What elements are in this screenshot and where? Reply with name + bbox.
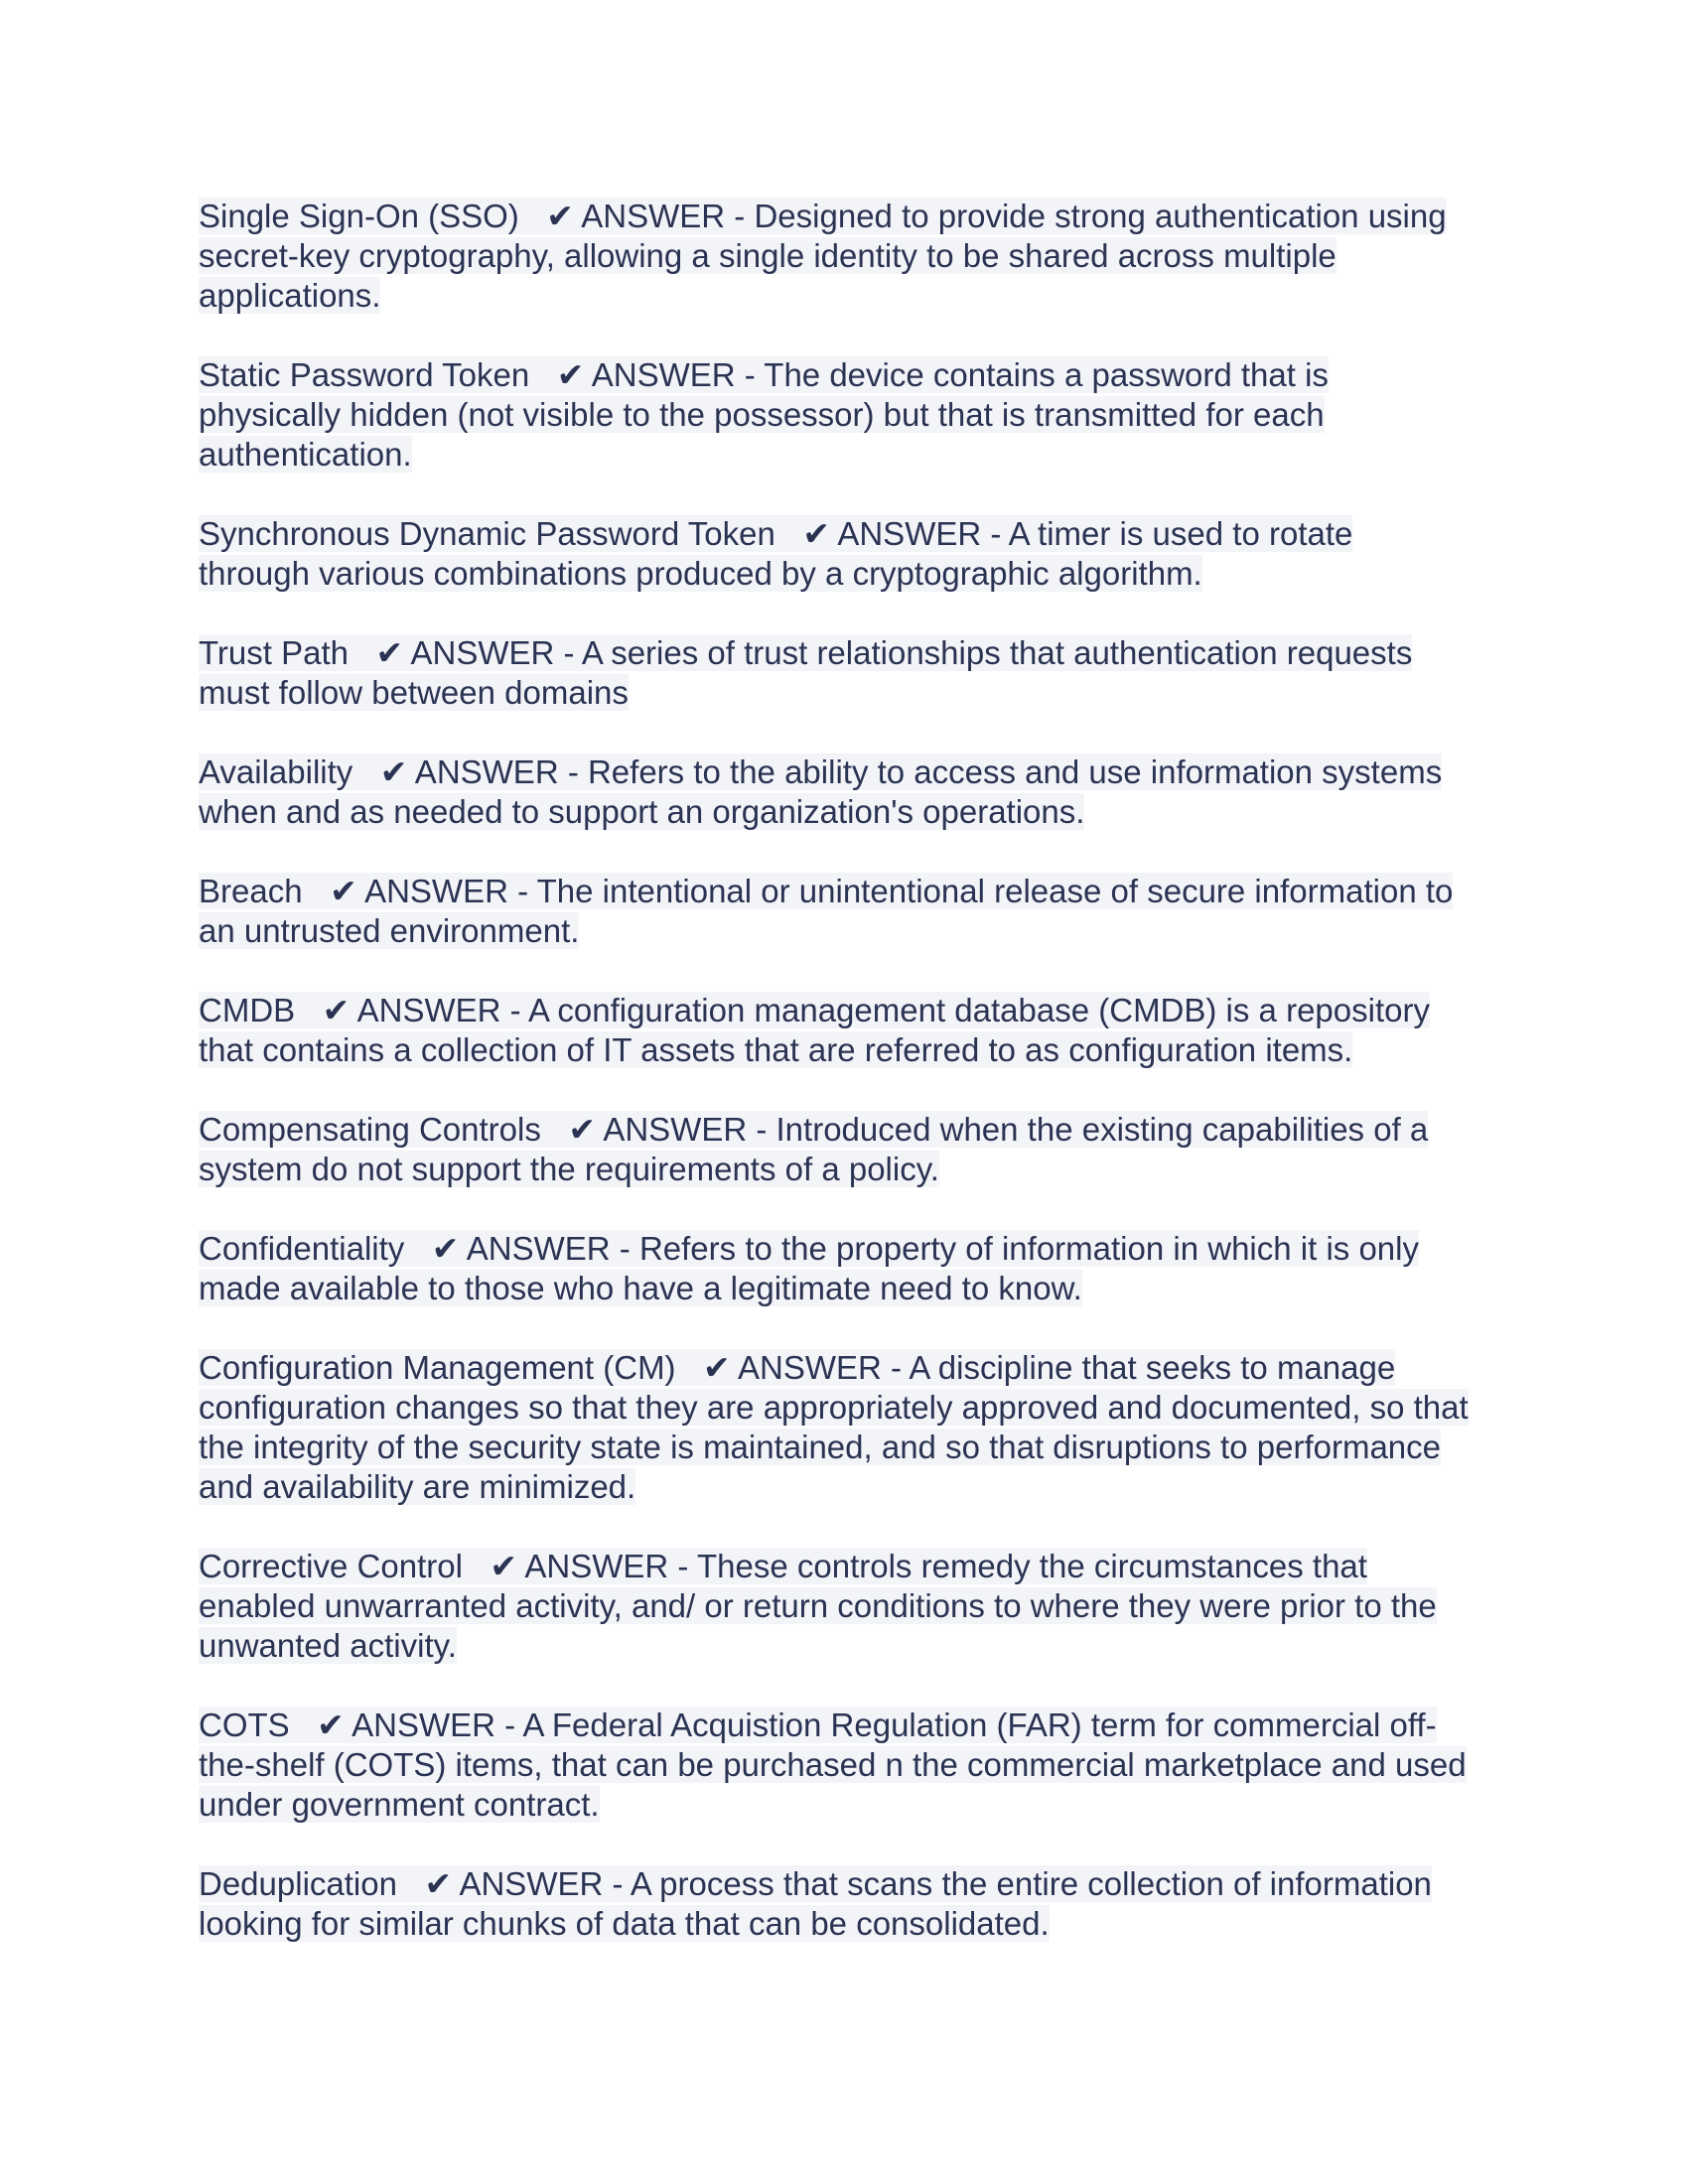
entry-line: authentication. [199, 436, 412, 473]
entry-line: through various combinations produced by a cryptographic algorithm. [199, 555, 1202, 592]
glossary-entry [199, 991, 1489, 1070]
entry-line: Configuration Management (CM) ✔ ANSWER - A discipline that seeks to manage [199, 1349, 1396, 1386]
entry-line: that contains a collection of IT assets that are referred to as configuration items. [199, 1031, 1353, 1068]
entry-line: and availability are minimized. [199, 1468, 636, 1505]
entry-line: enabled unwarranted activity, and/ or return conditions to where they were prior to the [199, 1587, 1437, 1624]
entry-line: applications. [199, 277, 381, 314]
document-page [199, 197, 1489, 1983]
glossary-entry [199, 1547, 1489, 1666]
entry-line: Single Sign-On (SSO) ✔ ANSWER - Designed to provide strong authentication using [199, 198, 1447, 234]
entry-line: Trust Path ✔ ANSWER - A series of trust relationships that authentication requests [199, 634, 1413, 671]
entry-line: the integrity of the security state is maintained, and so that disruptions to performance [199, 1429, 1442, 1465]
entry-line: Static Password Token ✔ ANSWER - The device contains a password that is [199, 356, 1329, 393]
entry-line: Breach ✔ ANSWER - The intentional or unintentional release of secure information to [199, 873, 1454, 909]
glossary-entry [199, 872, 1489, 951]
entry-line: configuration changes so that they are appropriately approved and documented, so that [199, 1389, 1469, 1426]
glossary-entry [199, 514, 1489, 594]
entry-line: unwanted activity. [199, 1627, 457, 1664]
entry-line: physically hidden (not visible to the possessor) but that is transmitted for each [199, 396, 1325, 433]
entry-line: looking for similar chunks of data that can be consolidated. [199, 1905, 1050, 1942]
glossary-entry [199, 355, 1489, 475]
entry-line: Compensating Controls ✔ ANSWER - Introduced when the existing capabilities of a [199, 1111, 1429, 1148]
glossary-entry [199, 633, 1489, 713]
glossary-entry [199, 752, 1489, 832]
glossary-entry [199, 1706, 1489, 1825]
glossary-entry [199, 1348, 1489, 1507]
entry-line: an untrusted environment. [199, 912, 580, 949]
entry-line: secret-key cryptography, allowing a single identity to be shared across multiple [199, 237, 1336, 274]
entry-line: the-shelf (COTS) items, that can be purchased n the commercial marketplace and used [199, 1746, 1467, 1783]
glossary-entry [199, 197, 1489, 316]
glossary-entry [199, 1229, 1489, 1308]
entry-line: CMDB ✔ ANSWER - A configuration management database (CMDB) is a repository [199, 992, 1430, 1028]
entry-line: must follow between domains [199, 674, 629, 711]
entry-line: under government contract. [199, 1786, 600, 1823]
entry-line: when and as needed to support an organization's operations. [199, 793, 1085, 830]
entry-line: Confidentiality ✔ ANSWER - Refers to the property of information in which it is only [199, 1230, 1419, 1267]
glossary-entry [199, 1110, 1489, 1189]
entry-line: made available to those who have a legitimate need to know. [199, 1270, 1082, 1306]
entry-line: Synchronous Dynamic Password Token ✔ ANSWER - A timer is used to rotate [199, 515, 1353, 552]
entry-line: Availability ✔ ANSWER - Refers to the ability to access and use information systems [199, 753, 1443, 790]
entry-line: COTS ✔ ANSWER - A Federal Acquistion Regulation (FAR) term for commercial off- [199, 1706, 1437, 1743]
entry-line: Deduplication ✔ ANSWER - A process that scans the entire collection of information [199, 1865, 1432, 1902]
entry-line: Corrective Control ✔ ANSWER - These controls remedy the circumstances that [199, 1548, 1367, 1584]
glossary-entry [199, 1864, 1489, 1944]
entry-line: system do not support the requirements of a policy. [199, 1151, 939, 1187]
